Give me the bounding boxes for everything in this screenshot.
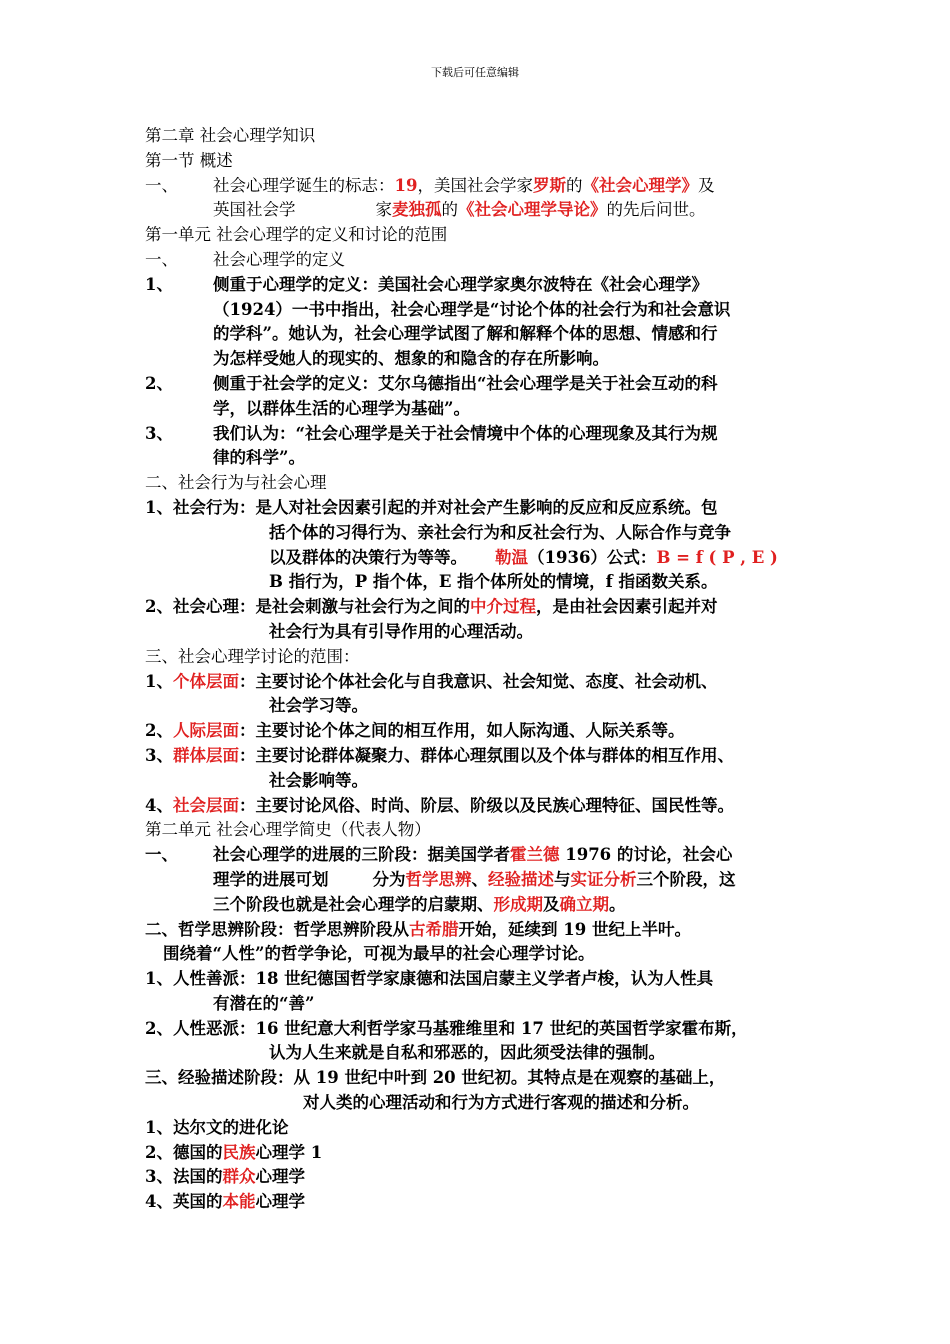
text: 心理学 (255, 1167, 305, 1187)
text: 2、社会心理：是社会刺激与社会行为之间的 (145, 597, 470, 617)
text: 开始，延续到 19 世纪上半叶。 (458, 919, 691, 939)
paragraph-line: 有潜在的“善” (213, 993, 315, 1013)
formula: B = f ( P , E ) (656, 547, 778, 567)
list-item: 1、社会行为：是人对社会因素引起的并对社会产生影响的反应和反应系统。包 (145, 497, 718, 517)
text: 4、英国的 (145, 1192, 223, 1212)
text: ：主要讨论个体社会化与自我意识、社会知觉、态度、社会动机、 (238, 671, 718, 691)
text: 家 (375, 200, 392, 220)
text: 1976 的讨论，社会心 (559, 845, 733, 865)
paragraph-line: 律的科学”。 (213, 448, 305, 468)
text: 2、 (145, 721, 173, 741)
paragraph-line: 对人类的心理活动和行为方式进行客观的描述和分析。 (303, 1093, 699, 1113)
text: 侧重于心理学的定义：美国社会心理学家奥尔波特在《社会心理学》 (213, 274, 708, 294)
highlight: 19 (394, 175, 418, 195)
text: ：主要讨论个体之间的相互作用，如人际沟通、人际关系等。 (238, 721, 685, 741)
highlight: 群体层面 (172, 745, 239, 765)
text: 4、 (145, 795, 173, 815)
list-item (145, 273, 825, 298)
text: ，是由社会因素引起并对 (535, 597, 718, 617)
list-item (145, 372, 825, 397)
paragraph-line: 学，以群体生活的心理学为基础”。 (213, 398, 470, 418)
text: ，美国社会学家 (417, 175, 533, 195)
highlight: 实证分析 (570, 869, 637, 889)
list-item (145, 1165, 825, 1190)
list-item (145, 744, 825, 769)
highlight: 《社会心理学导论》 (458, 200, 607, 220)
text: ：主要讨论风俗、时尚、阶层、阶级以及民族心理特征、国民性等。 (238, 795, 734, 815)
subheading: 二、社会行为与社会心理 (145, 473, 327, 493)
list-item (145, 843, 825, 868)
text: 侧重于社会学的定义：艾尔乌德指出“社会心理学是关于社会互动的科 (213, 373, 718, 393)
section-title: 第一节 概述 (145, 150, 233, 170)
text: 我们认为：“社会心理学是关于社会情境中个体的心理现象及其行为规 (213, 423, 718, 443)
text: 理学的进展可划 (213, 869, 329, 889)
paragraph-line: 括个体的习得行为、亲社会行为和反社会行为、人际合作与竞争 (269, 522, 731, 542)
text: 3、 (145, 745, 173, 765)
paragraph-line (145, 174, 825, 199)
highlight: 个体层面 (172, 671, 239, 691)
text: 社会心理学的定义 (213, 249, 345, 269)
text: 的 (441, 200, 458, 220)
highlight: 罗斯 (532, 175, 566, 195)
text: 分为 (372, 869, 406, 889)
text: 英国社会学 (213, 200, 296, 220)
text: 及 (543, 894, 560, 914)
paragraph-line: 围绕着“人性”的哲学争论，可视为最早的社会心理学讨论。 (163, 944, 595, 964)
paragraph-line: 认为人生来就是自私和邪恶的，因此须受法律的强制。 (269, 1043, 665, 1063)
subheading: 三、社会心理学讨论的范围： (145, 646, 360, 666)
text: 社会心理学诞生的标志： (213, 175, 395, 195)
highlight: 《社会心理学》 (582, 175, 698, 195)
highlight: 人际层面 (172, 721, 239, 741)
paragraph-line: 为怎样受她人的现实的、想象的和隐含的存在所影响。 (213, 349, 609, 369)
text: 、 (471, 869, 488, 889)
unit-title: 第二单元 社会心理学简史（代表人物） (145, 820, 431, 840)
highlight: 霍兰德 (510, 845, 560, 865)
highlight: 哲学思辨 (405, 869, 472, 889)
list-item (145, 918, 825, 943)
text: 社会心理学的进展的三阶段：据美国学者 (213, 845, 510, 865)
highlight: 本能 (222, 1192, 256, 1212)
text: 3、法国的 (145, 1167, 223, 1187)
text: 三个阶段，这 (636, 869, 736, 889)
highlight: 形成期 (493, 894, 543, 914)
text: 三个阶段也就是社会心理学的启蒙期、 (213, 894, 494, 914)
list-number: 3、 (145, 423, 173, 443)
list-item: 1、达尔文的进化论 (145, 1117, 289, 1137)
list-number: 一、 (145, 249, 178, 269)
text: 心理学 1 (255, 1142, 323, 1162)
text: 1、 (145, 671, 173, 691)
highlight: 社会层面 (172, 795, 239, 815)
text: 二、哲学思辨阶段：哲学思辨阶段从 (145, 919, 409, 939)
text: 与 (554, 869, 571, 889)
list-item (145, 1141, 825, 1166)
list-number: 一、 (145, 845, 178, 865)
highlight: 民族 (222, 1142, 256, 1162)
highlight: 麦独孤 (392, 200, 442, 220)
text: 。 (609, 894, 626, 914)
highlight: 群众 (222, 1167, 256, 1187)
list-item: 三、经验描述阶段：从 19 世纪中叶到 20 世纪初。其特点是在观察的基础上， (145, 1068, 726, 1088)
list-number: 2、 (145, 373, 173, 393)
list-item (145, 719, 825, 744)
paragraph-line (145, 893, 825, 918)
text: 的 (565, 175, 583, 195)
paragraph-line: 社会学习等。 (269, 696, 368, 716)
subheading (145, 248, 825, 273)
page-header: 下载后可任意编辑 (431, 66, 519, 79)
chapter-title: 第二章 社会心理学知识 (145, 126, 316, 145)
list-item (145, 595, 825, 620)
text: 以及群体的决策行为等等。 (269, 547, 467, 567)
text: 心理学 (255, 1192, 305, 1212)
text: （1936）公式： (528, 547, 657, 567)
highlight: 古希腊 (409, 919, 459, 939)
document-body (145, 124, 825, 1215)
list-item: 2、人性恶派：16 世纪意大利哲学家马基雅维里和 17 世纪的英国哲学家霍布斯， (145, 1018, 748, 1038)
paragraph-line: 社会行为具有引导作用的心理活动。 (269, 621, 533, 641)
paragraph-line (145, 546, 825, 571)
text: ：主要讨论群体凝聚力、群体心理氛围以及个体与群体的相互作用、 (238, 745, 734, 765)
paragraph-line (145, 198, 825, 223)
list-item: 1、人性善派：18 世纪德国哲学家康德和法国启蒙主义学者卢梭，认为人性具 (145, 969, 714, 989)
highlight: 确立期 (559, 894, 609, 914)
paragraph-line: B 指行为，P 指个体，E 指个体所处的情境，f 指函数关系。 (269, 572, 718, 592)
list-item (145, 1190, 825, 1215)
highlight: 中介过程 (469, 597, 536, 617)
unit-title: 第一单元 社会心理学的定义和讨论的范围 (145, 225, 448, 245)
highlight: 经验描述 (488, 869, 554, 889)
list-item (145, 422, 825, 447)
paragraph-line: （1924）一书中指出，社会心理学是“讨论个体的社会行为和社会意识 (213, 299, 731, 319)
highlight: 勒温 (495, 547, 528, 567)
text: 的先后问世。 (606, 200, 706, 220)
paragraph-line: 社会影响等。 (269, 770, 368, 790)
paragraph-line (145, 868, 825, 893)
list-item (145, 670, 825, 695)
text: 2、德国的 (145, 1142, 223, 1162)
list-item (145, 794, 825, 819)
paragraph-line: 的学科”。她认为，社会心理学试图了解和解释个体的思想、情感和行 (213, 324, 718, 344)
list-number: 1、 (145, 274, 173, 294)
list-number: 一、 (145, 175, 178, 195)
text: 及 (697, 175, 715, 195)
